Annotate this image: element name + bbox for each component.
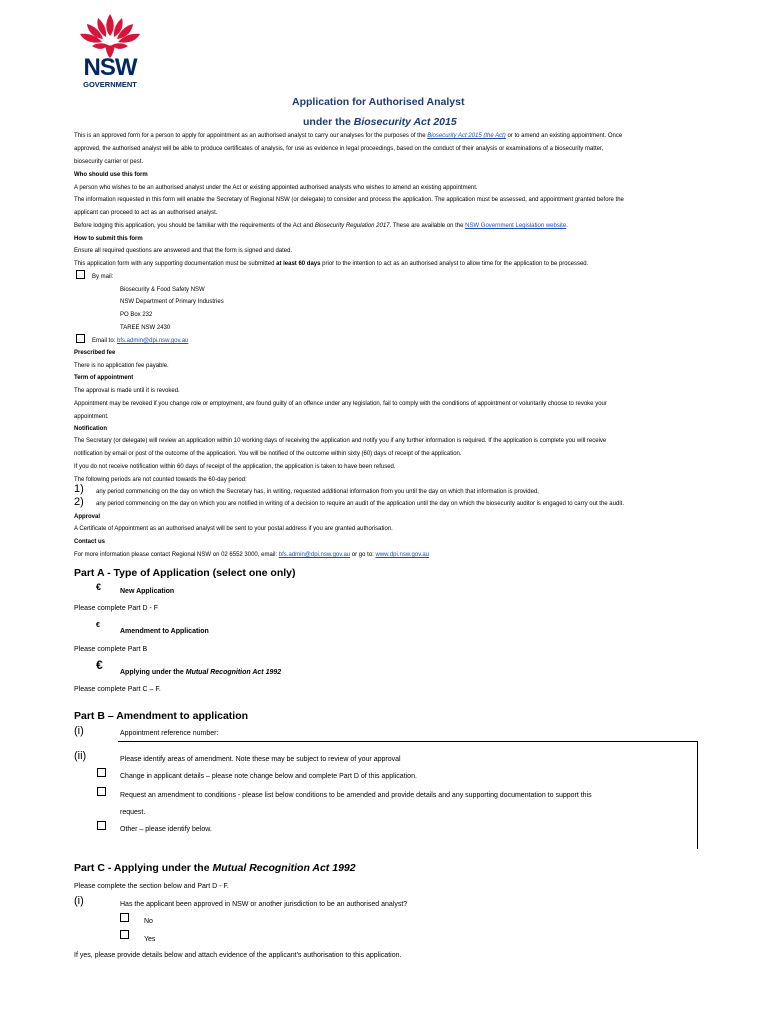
new-application-label: New Application bbox=[120, 588, 175, 595]
how-line-1: Ensure all required questions are answered and that the form is signed and dated. bbox=[74, 248, 293, 254]
term-line-3: appointment. bbox=[74, 414, 109, 420]
by-mail-label: By mail: bbox=[92, 274, 114, 280]
biosecurity-act-link[interactable]: Biosecurity Act 2015 (the Act) bbox=[427, 133, 506, 139]
intro-text-b: or to amend an existing appointment. Once bbox=[505, 133, 623, 139]
who-text-b: . These are available on the bbox=[389, 223, 466, 229]
mutual-recognition-label-a: Applying under the bbox=[120, 669, 186, 676]
yes-label: Yes bbox=[144, 936, 156, 943]
address-line-4: TAREE NSW 2430 bbox=[120, 325, 171, 331]
notification-line-3: If you do not receive notification within 60 days of receipt of the application, the application is taken to have been refused. bbox=[74, 464, 396, 470]
how-text-bold: at least 60 days bbox=[276, 261, 321, 267]
address-line-2: NSW Department of Primary Industries bbox=[120, 299, 224, 305]
form-subtitle-act: Biosecurity Act 2015 bbox=[353, 116, 457, 128]
who-line-3: applicant can proceed to act as an authorised analyst. bbox=[74, 210, 218, 216]
who-line-4 bbox=[74, 222, 568, 230]
approval-heading: Approval bbox=[74, 514, 101, 520]
period-number-2: 2) bbox=[74, 496, 84, 508]
change-details-label: Change in applicant details – please note change below and complete Part D of this application. bbox=[120, 773, 417, 780]
address-line-3: PO Box 232 bbox=[120, 312, 153, 318]
part-a-heading: Part A - Type of Application (select one only) bbox=[74, 567, 296, 579]
nsw-government-logo bbox=[72, 12, 148, 90]
intro-line-2: approved, the authorised analyst will be able to produce certificates of analysis, for use as evidence in legal proceedings, based on the conduct of their analysis or examinations of a biosecurity matter, bbox=[74, 146, 604, 152]
email-checkbox[interactable] bbox=[76, 334, 85, 343]
part-c-q1-number: (i) bbox=[74, 895, 84, 907]
period-text-1: any period commencing on the day on which the Secretary has, in writing, requested additional information from you until the day on which that information is provided, bbox=[96, 489, 539, 495]
notification-line-1: The Secretary (or delegate) will review an application within 10 working days of receiving the application and notify you if any further information is required. If the application is complete you will receive bbox=[74, 438, 607, 444]
yes-checkbox[interactable] bbox=[120, 930, 129, 939]
amendment-areas-label: Please identify areas of amendment. Note these may be subject to review of your approval bbox=[120, 756, 401, 763]
amendment-box-border bbox=[697, 741, 698, 849]
reference-number-label: Appointment reference number: bbox=[120, 730, 219, 737]
part-c-q1-label: Has the applicant been approved in NSW or another jurisdiction to be an authorised analyst? bbox=[120, 901, 408, 908]
contact-line bbox=[74, 551, 429, 559]
mutual-recognition-note: Please complete Part C – F. bbox=[74, 686, 161, 693]
who-line-1: A person who wishes to be an authorised analyst under the Act or existing appointed authorised analysts who wishes to amend an existing appointment. bbox=[74, 185, 478, 191]
who-text-c: . bbox=[566, 223, 568, 229]
email-link[interactable]: bfs.admin@dpi.nsw.gov.au bbox=[117, 338, 189, 344]
no-label: No bbox=[144, 918, 153, 925]
part-c-heading bbox=[74, 862, 356, 874]
how-line-2 bbox=[74, 260, 588, 268]
how-text-a: This application form with any supporting documentation must be submitted bbox=[74, 261, 277, 267]
term-heading: Term of appointment bbox=[74, 375, 134, 381]
how-text-b: prior to the intention to act as an authorised analyst to allow time for the application to be processed. bbox=[320, 261, 589, 267]
form-subtitle bbox=[303, 116, 457, 128]
reference-number-input[interactable] bbox=[118, 741, 698, 742]
contact-email-link[interactable]: bfs.admin@dpi.nsw.gov.au bbox=[278, 552, 351, 558]
notification-line-2: notification by email or post of the outcome of the application. You will be notified of the outcome within sixty (60) days of receipt of the application. bbox=[74, 451, 462, 457]
address-line-1: Biosecurity & Food Safety NSW bbox=[120, 287, 205, 293]
change-details-checkbox[interactable] bbox=[97, 768, 106, 777]
intro-line-1 bbox=[74, 132, 622, 140]
email-label: Email to: bbox=[92, 338, 118, 344]
how-heading: How to submit this form bbox=[74, 236, 143, 242]
form-subtitle-prefix: under the bbox=[303, 116, 354, 128]
approval-text: A Certificate of Appointment as an authorised analyst will be sent to your postal address if you are granted authorisation. bbox=[74, 526, 393, 532]
form-title: Application for Authorised Analyst bbox=[292, 96, 465, 108]
amendment-option[interactable]: € bbox=[96, 622, 100, 629]
part-c-footer: If yes, please provide details below and attach evidence of the applicant's authorisation to this application. bbox=[74, 952, 402, 959]
by-mail-checkbox[interactable] bbox=[76, 270, 85, 279]
regulation-name: Biosecurity Regulation 2017 bbox=[314, 223, 390, 229]
legislation-website-link[interactable]: NSW Government Legislation website bbox=[465, 223, 567, 229]
part-c-heading-act: Mutual Recognition Act 1992 bbox=[212, 862, 356, 874]
mutual-recognition-label bbox=[120, 668, 281, 677]
new-application-option[interactable]: € bbox=[96, 582, 102, 592]
amend-conditions-label-cont: request. bbox=[120, 809, 146, 816]
term-line-2: Appointment may be revoked if you change role or employment, are found guilty of an offence under any legislation, fail to comply with the conditions of appointment or voluntarily choose to revoke your bbox=[74, 401, 607, 407]
amendment-label: Amendment to Application bbox=[120, 628, 209, 635]
part-c-heading-a: Part C - Applying under the bbox=[74, 862, 213, 874]
mutual-recognition-act: Mutual Recognition Act 1992 bbox=[185, 669, 282, 676]
fee-text: There is no application fee payable. bbox=[74, 363, 169, 369]
amend-conditions-label: Request an amendment to conditions - please list below conditions to be amended and provide details and any supporting documentation to support this bbox=[120, 792, 592, 799]
other-label: Other – please identify below. bbox=[120, 826, 212, 833]
mutual-recognition-option[interactable]: € bbox=[96, 658, 103, 672]
logo-subtitle: GOVERNMENT bbox=[83, 80, 137, 89]
part-b-q2-number: (ii) bbox=[74, 750, 87, 762]
intro-line-3: biosecurity carrier or pest. bbox=[74, 159, 144, 165]
no-checkbox[interactable] bbox=[120, 913, 129, 922]
part-b-heading: Part B – Amendment to application bbox=[74, 710, 249, 722]
who-line-2: The information requested in this form will enable the Secretary of Regional NSW (or delegate) to consider and process the application. The application must be assessed, and appointment granted before the bbox=[74, 197, 624, 203]
other-checkbox[interactable] bbox=[97, 821, 106, 830]
notification-heading: Notification bbox=[74, 426, 107, 432]
period-number-1: 1) bbox=[74, 483, 84, 495]
who-heading: Who should use this form bbox=[74, 172, 148, 178]
amendment-note: Please complete Part B bbox=[74, 646, 148, 653]
contact-text-b: or go to: bbox=[350, 552, 376, 558]
term-line-1: The approval is made until it is revoked. bbox=[74, 388, 180, 394]
part-c-note: Please complete the section below and Part D - F. bbox=[74, 883, 229, 890]
logo-brand: NSW bbox=[83, 54, 137, 81]
period-text-2: any period commencing on the day on which you are notified in writing of a decision to require an audit of the application until the day on which the biosecurity auditor is engaged to carry out the audit. bbox=[96, 501, 624, 507]
new-application-note: Please complete Part D - F bbox=[74, 605, 159, 612]
email-line bbox=[92, 337, 188, 345]
dpi-website-link[interactable]: www.dpi.nsw.gov.au bbox=[375, 552, 430, 558]
intro-text-a: This is an approved form for a person to apply for appointment as an authorised analyst to carry our analyses for the purposes of the bbox=[74, 133, 428, 139]
notification-line-4: The following periods are not counted towards the 60-day period: bbox=[74, 477, 247, 483]
amend-conditions-checkbox[interactable] bbox=[97, 787, 106, 796]
contact-text-a: For more information please contact Regional NSW on 02 6552 3000, email: bbox=[74, 552, 279, 558]
who-text-a: Before lodging this application, you should be familiar with the requirements of the Act and bbox=[74, 223, 315, 229]
part-b-q1-number: (i) bbox=[74, 725, 84, 737]
waratah-flower-icon bbox=[72, 12, 148, 60]
contact-heading: Contact us bbox=[74, 539, 106, 545]
fee-heading: Prescribed fee bbox=[74, 350, 116, 356]
